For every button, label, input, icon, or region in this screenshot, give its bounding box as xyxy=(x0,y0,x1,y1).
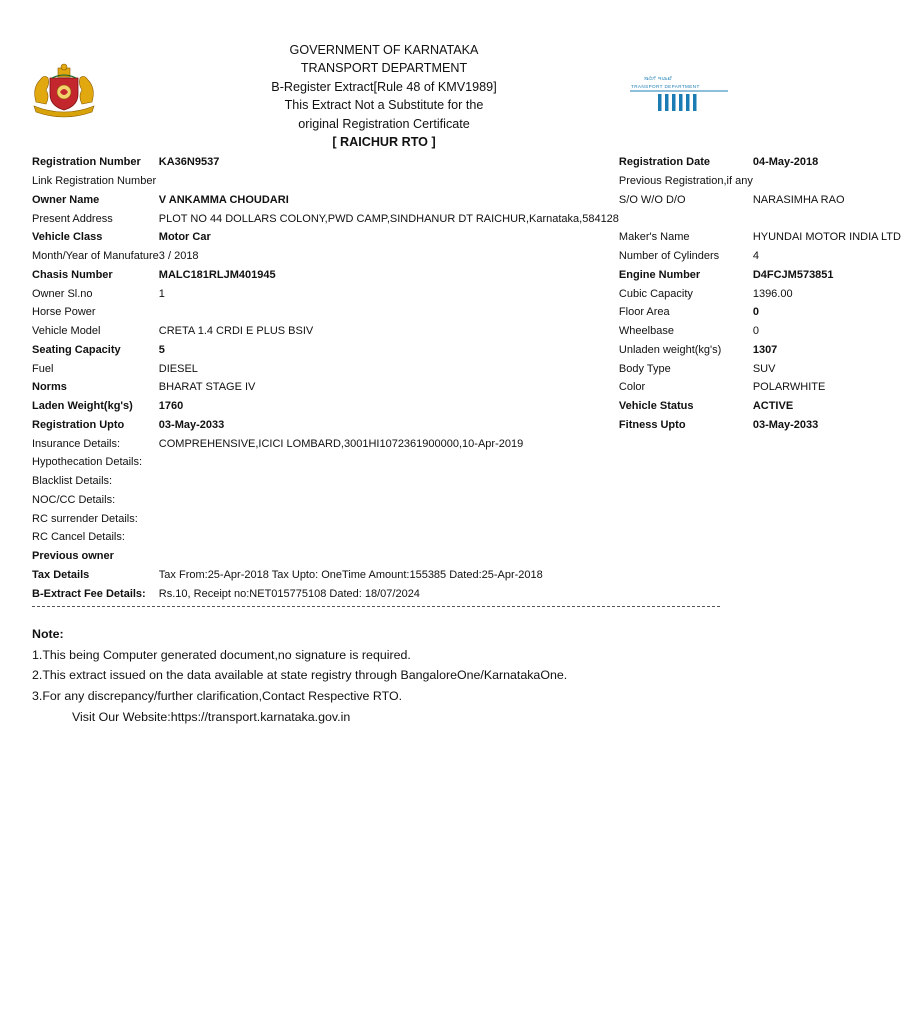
cell-c1: Blacklist Details: xyxy=(32,475,113,488)
cell-c2: Motor Car xyxy=(158,231,211,244)
website-link[interactable]: Visit Our Website:https://transport.karnataka.gov.in xyxy=(72,709,351,724)
cell-c4: NARASIMHA RAO xyxy=(752,193,845,206)
table-row xyxy=(32,547,901,566)
notes-section xyxy=(32,624,567,728)
cell-c2 xyxy=(159,528,619,547)
note-item-1: 1.This being Computer generated document,no signature is required. xyxy=(32,647,411,662)
table-row xyxy=(32,266,901,285)
cell-c1: Fuel xyxy=(32,362,54,375)
cell-c3 xyxy=(619,509,753,528)
table-row xyxy=(32,378,901,397)
cell-c4: D4FCJM573851 xyxy=(752,268,834,281)
cell-c2: COMPREHENSIVE,ICICI LOMBARD,3001HI1072361900000,10-Apr-2019 xyxy=(158,437,524,450)
cell-c1: Tax Details xyxy=(32,568,90,581)
cell-c1: Vehicle Model xyxy=(32,325,101,338)
cell-c1: Owner Name xyxy=(32,193,100,206)
note-item-3: 3.For any discrepancy/further clarification,Contact Respective RTO. xyxy=(32,689,403,704)
cell-c1: Registration Number xyxy=(32,156,141,169)
cell-c1: Month/Year of Manufature xyxy=(32,250,159,263)
cell-c3: Fitness Upto xyxy=(618,418,686,431)
cell-c4 xyxy=(753,491,901,510)
cell-c4 xyxy=(753,528,901,547)
table-row xyxy=(32,397,901,416)
cell-c4 xyxy=(753,172,901,191)
table-row xyxy=(32,191,901,210)
table-row xyxy=(32,322,901,341)
header-disclaimer-1: This Extract Not a Substitute for the xyxy=(284,98,484,113)
cell-c2: MALC181RLJM401945 xyxy=(158,268,276,281)
cell-c3: S/O W/O D/O xyxy=(618,193,686,206)
cell-c2 xyxy=(159,547,619,566)
cell-c4 xyxy=(753,472,901,491)
cell-c3 xyxy=(619,491,753,510)
logo-kannada-text-icon: ಸಾರಿಗೆ ಇಲಾಖೆ xyxy=(644,76,672,82)
table-row xyxy=(32,453,901,472)
cell-c2: Rs.10, Receipt no:NET015775108 Dated: 18/07/2024 xyxy=(158,587,420,600)
cell-c2: Tax From:25-Apr-2018 Tax Upto: OneTime Amount:155385 Dated:25-Apr-2018 xyxy=(158,568,543,581)
cell-c3: Maker's Name xyxy=(618,231,690,244)
cell-c4: POLARWHITE xyxy=(752,381,826,394)
cell-c3: Unladen weight(kg's) xyxy=(618,343,722,356)
cell-c3: Floor Area xyxy=(618,306,670,319)
cell-c4 xyxy=(753,453,901,472)
cell-c3 xyxy=(619,528,753,547)
cell-c2: PLOT NO 44 DOLLARS COLONY,PWD CAMP,SINDHANUR DT RAICHUR,Karnataka,584128 xyxy=(158,212,619,225)
table-row xyxy=(32,247,901,266)
cell-c2: KA36N9537 xyxy=(158,156,220,169)
cell-c3 xyxy=(619,566,753,585)
cell-c3: Number of Cylinders xyxy=(618,250,720,263)
table-row xyxy=(32,153,901,172)
cell-c4: 0 xyxy=(752,325,759,338)
cell-c1: Registration Upto xyxy=(32,418,125,431)
cell-c2: 5 xyxy=(158,343,165,356)
cell-c4: 1307 xyxy=(752,343,778,356)
cell-c2 xyxy=(159,303,619,322)
cell-c3: Wheelbase xyxy=(618,325,674,338)
cell-c2 xyxy=(159,509,619,528)
cell-c1: Link Registration Number xyxy=(32,175,157,188)
cell-c4: 1396.00 xyxy=(752,287,793,300)
cell-c1: Norms xyxy=(32,381,67,394)
table-row xyxy=(32,584,901,603)
cell-c4 xyxy=(753,584,901,603)
cell-c2: V ANKAMMA CHOUDARI xyxy=(158,193,289,206)
cell-c1: Chasis Number xyxy=(32,268,113,281)
cell-c1: Owner Sl.no xyxy=(32,287,93,300)
cell-c2: DIESEL xyxy=(158,362,198,375)
cell-c4 xyxy=(753,434,901,453)
cell-c1: RC Cancel Details: xyxy=(32,531,125,544)
cell-c1: Horse Power xyxy=(32,306,96,319)
cell-c3: Color xyxy=(618,381,646,394)
cell-c4: SUV xyxy=(752,362,776,375)
cell-c4 xyxy=(753,566,901,585)
cell-c1: Laden Weight(kg's) xyxy=(32,400,133,413)
table-row xyxy=(32,341,901,360)
cell-c2: 1760 xyxy=(158,400,184,413)
cell-c2: 1 xyxy=(158,287,165,300)
registration-details-table xyxy=(32,153,901,603)
table-row xyxy=(32,209,901,228)
table-row xyxy=(32,491,901,510)
table-row xyxy=(32,566,901,585)
cell-c3: Cubic Capacity xyxy=(618,287,693,300)
dashed-divider xyxy=(32,606,720,607)
table-row xyxy=(32,528,901,547)
cell-c1: Hypothecation Details: xyxy=(32,456,143,469)
cell-c3: Body Type xyxy=(618,362,671,375)
table-row xyxy=(32,416,901,435)
cell-c4: 03-May-2033 xyxy=(752,418,819,431)
cell-c1: NOC/CC Details: xyxy=(32,493,116,506)
cell-c3: Engine Number xyxy=(618,268,701,281)
note-title: Note: xyxy=(32,627,64,641)
cell-c4: 0 xyxy=(752,306,759,319)
cell-c4 xyxy=(753,509,901,528)
cell-c3: Previous Registration,if any xyxy=(618,175,753,188)
cell-c2: BHARAT STAGE IV xyxy=(158,381,256,394)
cell-c1: RC surrender Details: xyxy=(32,512,138,525)
table-row xyxy=(32,228,901,247)
cell-c2: CRETA 1.4 CRDI E PLUS BSIV xyxy=(158,325,314,338)
cell-c2 xyxy=(159,491,619,510)
table-row xyxy=(32,303,901,322)
cell-c4 xyxy=(753,547,901,566)
cell-c2 xyxy=(159,453,619,472)
cell-c4: ACTIVE xyxy=(752,400,794,413)
table-row xyxy=(32,434,901,453)
header-department: TRANSPORT DEPARTMENT xyxy=(300,61,468,76)
table-row xyxy=(32,359,901,378)
cell-c3 xyxy=(619,434,753,453)
cell-c3 xyxy=(619,453,753,472)
cell-c1: B-Extract Fee Details: xyxy=(32,587,146,600)
cell-c3 xyxy=(619,472,753,491)
table-row xyxy=(32,172,901,191)
cell-c1: Insurance Details: xyxy=(32,437,121,450)
cell-c4 xyxy=(753,209,901,228)
cell-c1: Previous owner xyxy=(32,550,114,563)
cell-c1: Seating Capacity xyxy=(32,343,121,356)
cell-c3: Registration Date xyxy=(618,156,710,169)
cell-c2: 03-May-2033 xyxy=(158,418,225,431)
header-extract-title: B-Register Extract[Rule 48 of KMV1989] xyxy=(271,79,497,94)
logo-caption: TRANSPORT DEPARTMENT xyxy=(631,84,700,89)
cell-c4: 4 xyxy=(752,250,759,263)
document-header xyxy=(0,41,768,151)
cell-c4: HYUNDAI MOTOR INDIA LTD xyxy=(752,231,901,244)
cell-c2 xyxy=(159,472,619,491)
cell-c2 xyxy=(159,172,619,191)
cell-c3 xyxy=(619,584,753,603)
header-rto: [ RAICHUR RTO ] xyxy=(332,135,436,150)
note-item-2: 2.This extract issued on the data available at state registry through BangaloreOne/KarnatakaOne. xyxy=(32,668,568,683)
header-government: GOVERNMENT OF KARNATAKA xyxy=(289,43,479,57)
table-row xyxy=(32,472,901,491)
cell-c3 xyxy=(619,209,753,228)
cell-c3 xyxy=(619,547,753,566)
table-row xyxy=(32,284,901,303)
cell-c4: 04-May-2018 xyxy=(752,156,819,169)
cell-c2: 3 / 2018 xyxy=(158,250,199,263)
cell-c1: Vehicle Class xyxy=(32,231,103,244)
header-disclaimer-2: original Registration Certificate xyxy=(298,116,470,131)
table-row xyxy=(32,509,901,528)
cell-c3: Vehicle Status xyxy=(618,400,694,413)
cell-c1: Present Address xyxy=(32,212,113,225)
